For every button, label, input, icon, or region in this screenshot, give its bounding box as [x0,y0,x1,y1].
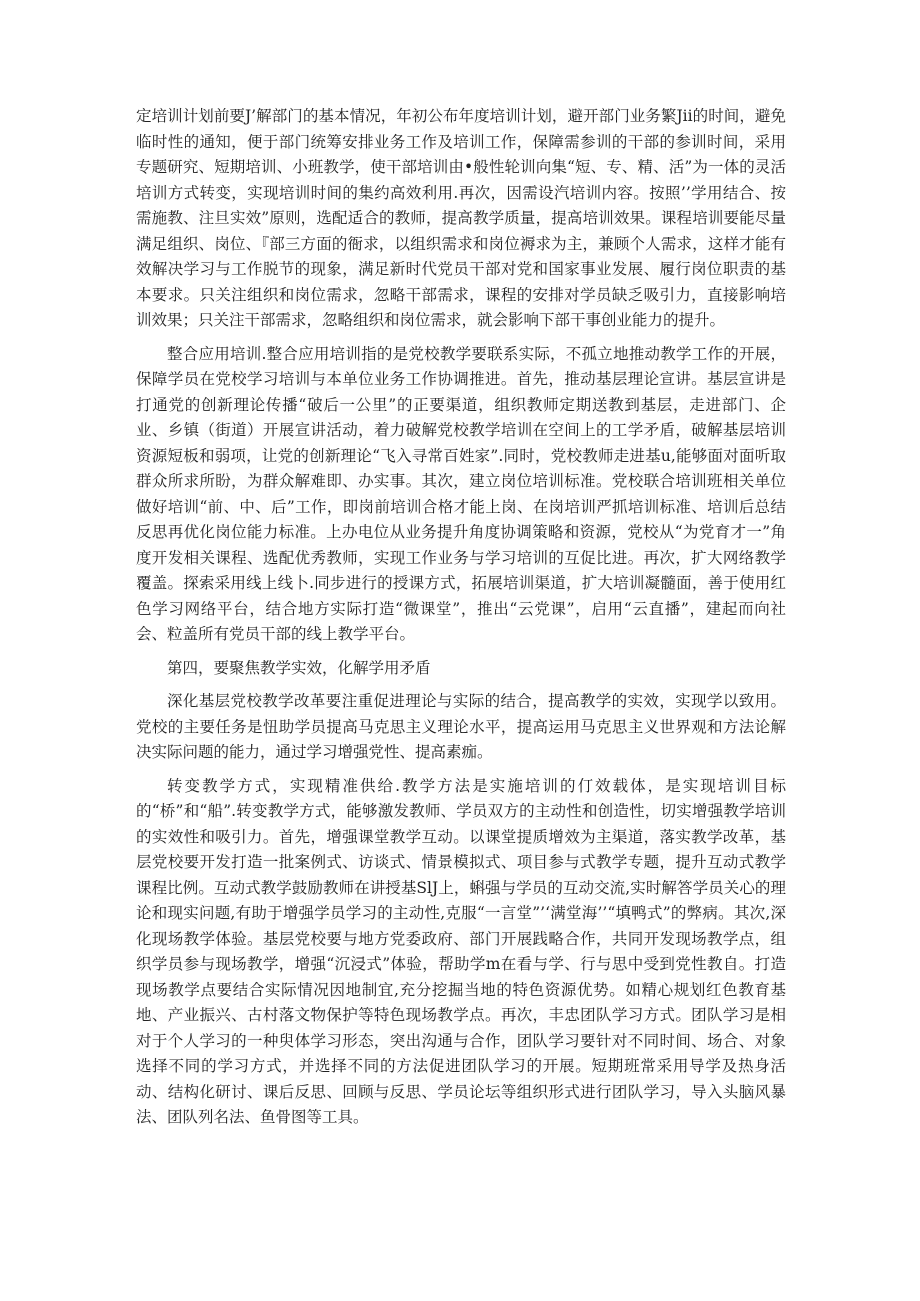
document-body [136,104,786,1139]
paragraph-training-plan: 定培训计划前要J’解部门的基本情况，年初公布年度培训计划，避开部门业务繁Jii的时间，避免临时性的通知，便于部门统筹安排业务工作及培训工作，保障需参训的干部的参训时间，采用专题研究、短期培训、小班教学，使干部培训由•般性轮训向集“短、专、精、活”为一体的灵活培训方式转变，实现培训时间的集约高效利用.再次，因需设汽培训内容。按照’’学用结合、按需施教、注旦实效”原则，选配适合的教师，提高教学质量，提高培训效果。课程培训要能尽量满足组织、岗位、『部三方面的衙求，以组织需求和岗位褥求为主，兼顾个人需求，这样才能有效解决学习与工作脱节的现象，满足新时代党员干部对党和国家事业发展、履行岗位职责的基本要求。只关注组织和岗位需求，忽略干部需求，课程的安排对学员缺乏吸引力，直接影响培训效果；只关注干部需求，忽略组织和岗位需求，就会影响下部干事创业能力的提升。 [136,107,786,329]
section-heading-fourth: 第四，要聚焦教学实效，化解学用矛盾 [167,658,431,677]
paragraph-reform-overview: 深化基层党校教学改革要注重促进理论与实际的结合，提高教学的实效，实现学以致用。党校的主要任务是忸助学员提高马克思主义理论水平，提高运用马克思主义世界观和方法论解决实际问题的能力，通过学习增强党性、提高素痂。 [136,692,786,761]
paragraph-teaching-methods: 转变教学方式，实现精准供给.教学方法是实施培训的仃效载体，是实现培训目标的“桥”和“船”.转变教学方式，能够激发教师、学员双方的主动性和创造性，切实增强教学培训的实效性和吸引力。首先，增强课堂教学互动。以课堂提质增效为主渠道，落实教学改革，基层党校要开发打造一批案例式、访谈式、情景模拟式、项目参与式教学专题，提升互动式教学课程比例。互动式教学鼓励教师在讲授基SlJ上，蝌强与学员的互动交流,实时解答学员关心的理论和现实问题,有助于增强学员学习的主动性,克服“一言堂”’‘满堂海’’“填鸭式”的弊病。其次,深化现场教学体验。基层党校要与地方党委政府、部门开展践略合作，共同开发现场教学点，组织学员参与现场教学，增强“沉浸式”体验，帮助学m在看与学、行与思中受到党性教自。打造现场教学点要结合实际情况因地制宜,充分挖掘当地的特色资源优势。如精心规划红色教育基地、产业振兴、古村落文物保护等特色现场教学点。再次，丰忠团队学习方式。团队学习是相对于个人学习的一种臾体学习形态，突出沟通与合作，团队学习要针对不同时间、场合、对象选择不同的学习方式，并选择不同的方法促进团队学习的开展。短期班常采用导学及热身活动、结构化研讨、课后反思、回顾与反思、学员论坛等组织形式进行团队学习，导入头脑风暴法、团队列名法、鱼骨图等工具。 [136,776,786,1126]
paragraph-integrated-training: 整合应用培训.整合应用培训指的是党校教学要联系实际，不孤立地推动教学工作的开展，保障学员在党校学习培训与本单位业务工作协调推进。首先，推动基层理论宣讲。基层宣讲是打通党的创新理论传播“破后一公里”的正要渠道，组织教师定期送教到基层，走进部门、企业、乡镇（街道）开展宣讲活动，着力破解党校教学培训在空间上的工学矛盾，破解基层培训资源短板和弱项，让党的创新理论“飞入寻常百姓家”.同时，党校教师走进基u,能够面对面听取群众所求所盼，为群众解难即、办实事。其次，建立岗位培训标准。党校联合培训班相关单位做好培训“前、中、后”工作，即岗前培训合格才能上岗、在岗培训严抓培训标准、培训后总结反思再优化岗位能力标准。上办电位从业务提升角度协调策略和资源，党校从“为党育才一”角度开发相关课程、选配优秀教师，实现工作业务与学习培训的互促比进。再次，扩大网络教学覆盖。探索采用线上线卜.同步进行的授课方式，拓展培训渠道，扩大培训凝髓面，善于使用红色学习网络平台，结合地方实际打造“微课堂”，推出“云党课”，启用“云直播”，建起而向社会、粒盖所有党员干部的线上教学平台。 [136,344,786,643]
